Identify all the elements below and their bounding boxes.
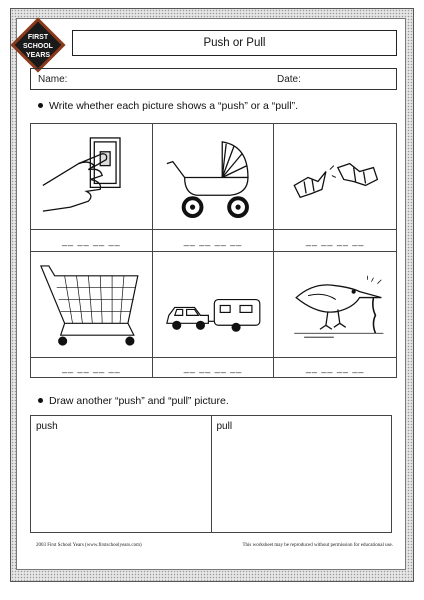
push-drawing-box[interactable]: [31, 416, 212, 532]
bird-worm-icon: [274, 252, 396, 358]
pram-icon: [153, 124, 275, 230]
answer-line-3: __ __ __ __: [274, 230, 396, 252]
title-box: [72, 30, 397, 56]
answer-line-5: __ __ __ __: [153, 358, 275, 378]
footer: [30, 541, 397, 553]
date-label: Date:: [277, 74, 301, 85]
name-label: Name:: [38, 74, 68, 85]
footer-permission: This worksheet may be reproduced without permission for educational use.: [242, 543, 393, 548]
bullet-icon: [38, 103, 43, 108]
christmas-cracker-icon: [274, 124, 396, 230]
light-switch-icon: [31, 124, 153, 230]
car-caravan-icon: [153, 252, 275, 358]
first-school-years-logo: [8, 15, 68, 75]
answer-line-4: __ __ __ __: [31, 358, 153, 378]
instruction-2-text: Draw another “push” and “pull” picture.: [49, 395, 229, 407]
answer-line-1: __ __ __ __: [31, 230, 153, 252]
pull-drawing-box[interactable]: [212, 416, 392, 532]
name-date-box: [30, 68, 397, 90]
picture-grid: [30, 123, 397, 378]
answer-line-2: __ __ __ __: [153, 230, 275, 252]
bullet-icon: [38, 398, 43, 403]
drawing-area: [30, 415, 392, 533]
shopping-trolley-icon: [31, 252, 153, 358]
answer-line-6: __ __ __ __: [305, 363, 365, 373]
instruction-2: [38, 395, 229, 407]
footer-copyright: 2003 First School Years (www.firstschoolyears.com): [36, 543, 142, 548]
instruction-1-text: Write whether each picture shows a “push” or a “pull”.: [49, 100, 298, 112]
page-title: Push or Pull: [203, 37, 266, 49]
logo-line2: SCHOOL: [23, 43, 53, 50]
push-label: push: [36, 421, 58, 432]
logo-line1: FIRST: [27, 34, 49, 41]
instruction-1: [38, 100, 298, 112]
pull-label: pull: [216, 421, 233, 432]
logo-line3: YEARS: [25, 52, 51, 59]
